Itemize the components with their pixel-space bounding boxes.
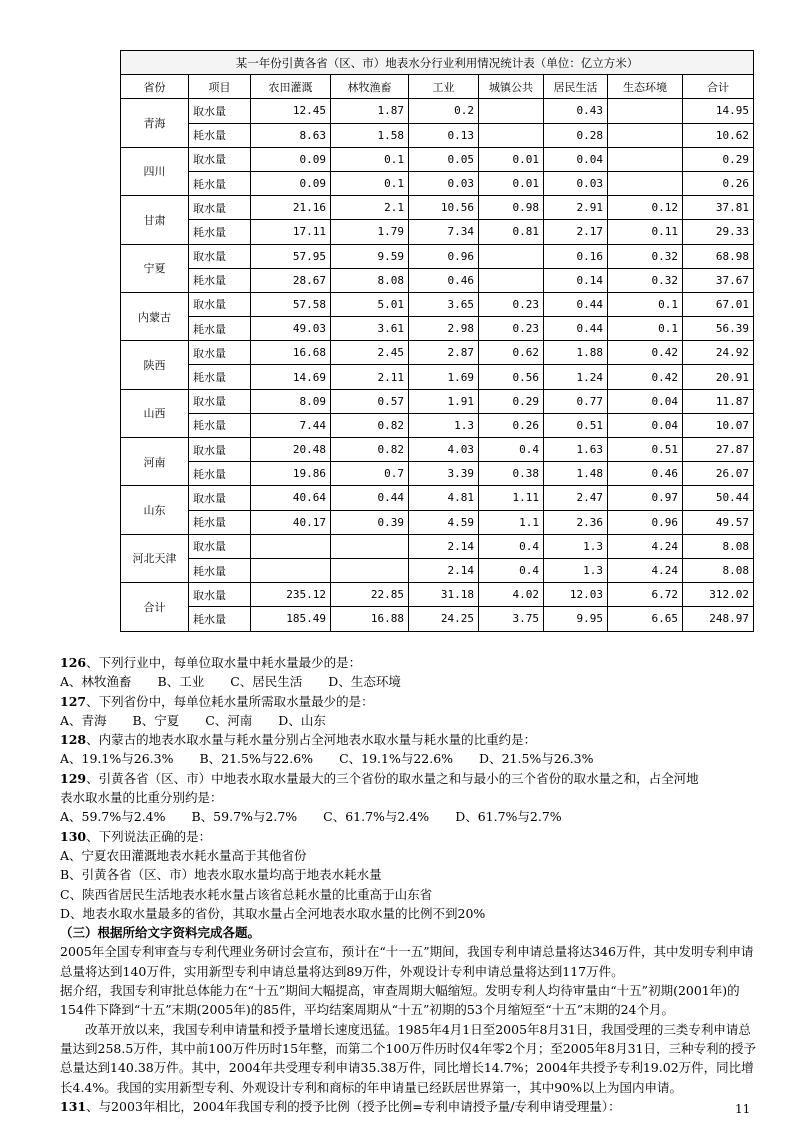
value-cell: 1.1 — [479, 510, 544, 534]
value-cell: 5.01 — [331, 292, 409, 316]
value-cell: 6.72 — [608, 583, 683, 607]
value-cell: 0.42 — [608, 365, 683, 389]
value-cell: 0.32 — [608, 244, 683, 268]
value-cell: 0.1 — [331, 171, 409, 195]
table-row — [121, 244, 754, 268]
value-cell: 0.38 — [479, 462, 544, 486]
option-c: C、61.7%与2.4% — [323, 809, 430, 825]
value-cell: 2.45 — [331, 341, 409, 365]
question-128: 128、内蒙古的地表水取水量与耗水量分别占全河地表水取水量与耗水量的比重约是： — [60, 732, 537, 748]
value-cell: 9.95 — [544, 607, 608, 631]
value-cell: 49.03 — [251, 317, 331, 341]
column-header: 项目 — [189, 75, 251, 99]
value-cell: 0.14 — [544, 268, 608, 292]
item-cell: 耗水量 — [189, 220, 251, 244]
table-row — [121, 607, 754, 631]
value-cell — [479, 268, 544, 292]
province-cell: 宁夏 — [121, 244, 189, 292]
value-cell: 2.91 — [544, 196, 608, 220]
value-cell: 8.09 — [251, 389, 331, 413]
column-header: 城镇公共 — [479, 75, 544, 99]
value-cell: 1.3 — [409, 413, 479, 437]
column-header: 农田灌溉 — [251, 75, 331, 99]
table-row — [121, 438, 754, 462]
value-cell: 12.45 — [251, 99, 331, 123]
column-header: 生态环境 — [608, 75, 683, 99]
column-header: 工业 — [409, 75, 479, 99]
value-cell: 1.88 — [544, 341, 608, 365]
table-row — [121, 486, 754, 510]
value-cell: 26.07 — [683, 462, 754, 486]
value-cell: 57.95 — [251, 244, 331, 268]
value-cell: 14.95 — [683, 99, 754, 123]
value-cell: 0.44 — [544, 292, 608, 316]
item-cell: 耗水量 — [189, 558, 251, 582]
question-129-options — [60, 807, 760, 826]
province-cell: 四川 — [121, 147, 189, 195]
value-cell: 3.65 — [409, 292, 479, 316]
question-130-option-c: C、陕西省居民生活地表水耗水量占该省总耗水量的比重高于山东省 — [60, 886, 433, 902]
value-cell: 235.12 — [251, 583, 331, 607]
value-cell: 1.69 — [409, 365, 479, 389]
item-cell: 耗水量 — [189, 413, 251, 437]
question-130-option-d: D、地表水取水量最多的省份，其取水量占全河地表水取水量的比例不到20% — [60, 905, 486, 921]
value-cell: 0.04 — [608, 389, 683, 413]
value-cell: 1.79 — [331, 220, 409, 244]
value-cell: 8.08 — [683, 534, 754, 558]
value-cell — [479, 244, 544, 268]
item-cell: 耗水量 — [189, 365, 251, 389]
value-cell: 57.58 — [251, 292, 331, 316]
value-cell: 0.98 — [479, 196, 544, 220]
table-row — [121, 171, 754, 195]
value-cell: 0.4 — [479, 558, 544, 582]
value-cell: 7.44 — [251, 413, 331, 437]
value-cell: 20.91 — [683, 365, 754, 389]
value-cell: 8.63 — [251, 123, 331, 147]
value-cell: 0.46 — [409, 268, 479, 292]
value-cell: 4.81 — [409, 486, 479, 510]
value-cell: 0.26 — [479, 413, 544, 437]
value-cell: 0.05 — [409, 147, 479, 171]
value-cell: 12.03 — [544, 583, 608, 607]
value-cell: 21.16 — [251, 196, 331, 220]
option-b: B、工业 — [157, 674, 205, 690]
value-cell: 0.4 — [479, 438, 544, 462]
item-cell: 取水量 — [189, 438, 251, 462]
value-cell: 0.1 — [331, 147, 409, 171]
item-cell: 耗水量 — [189, 607, 251, 631]
item-cell: 耗水量 — [189, 123, 251, 147]
item-cell: 耗水量 — [189, 268, 251, 292]
province-cell: 山东 — [121, 486, 189, 534]
table-row — [121, 99, 754, 123]
value-cell: 1.24 — [544, 365, 608, 389]
option-a: A、青海 — [60, 712, 107, 728]
option-d: D、生态环境 — [328, 674, 401, 690]
option-b: B、宁夏 — [132, 712, 180, 728]
value-cell: 40.17 — [251, 510, 331, 534]
item-cell: 取水量 — [189, 99, 251, 123]
value-cell: 0.28 — [544, 123, 608, 147]
value-cell: 0.03 — [409, 171, 479, 195]
value-cell: 4.02 — [479, 583, 544, 607]
table-row — [121, 583, 754, 607]
province-cell: 甘肃 — [121, 196, 189, 244]
value-cell: 1.91 — [409, 389, 479, 413]
value-cell: 2.17 — [544, 220, 608, 244]
value-cell: 0.96 — [409, 244, 479, 268]
value-cell: 0.23 — [479, 292, 544, 316]
value-cell: 1.87 — [331, 99, 409, 123]
value-cell: 1.3 — [544, 534, 608, 558]
item-cell: 耗水量 — [189, 462, 251, 486]
value-cell — [479, 123, 544, 147]
item-cell: 取水量 — [189, 196, 251, 220]
value-cell: 67.01 — [683, 292, 754, 316]
value-cell: 0.01 — [479, 171, 544, 195]
table-row — [121, 341, 754, 365]
item-cell: 取水量 — [189, 486, 251, 510]
value-cell — [251, 558, 331, 582]
value-cell: 2.98 — [409, 317, 479, 341]
option-c: C、河南 — [205, 712, 253, 728]
value-cell: 10.56 — [409, 196, 479, 220]
question-126-options — [60, 672, 760, 691]
item-cell: 取水量 — [189, 341, 251, 365]
item-cell: 耗水量 — [189, 510, 251, 534]
table-title: 某一年份引黄各省（区、市）地表水分行业利用情况统计表（单位：亿立方米） — [121, 51, 754, 75]
option-a: A、59.7%与2.4% — [60, 809, 166, 825]
value-cell: 37.81 — [683, 196, 754, 220]
value-cell: 24.25 — [409, 607, 479, 631]
water-usage-table — [120, 50, 754, 632]
value-cell: 31.18 — [409, 583, 479, 607]
value-cell: 0.57 — [331, 389, 409, 413]
value-cell: 1.3 — [544, 558, 608, 582]
value-cell: 0.2 — [409, 99, 479, 123]
value-cell: 4.03 — [409, 438, 479, 462]
paragraph-1: 2005年全国专利审查与专利代理业务研讨会宣布，预计在“十一五”期间，我国专利申请总量将达346万件，其中发明专利申请总量将达到140万件，实用新型专利申请总量将达到89万件，外观设计专利申请总量将达到117万件。 — [60, 944, 754, 979]
value-cell: 1.11 — [479, 486, 544, 510]
value-cell: 0.46 — [608, 462, 683, 486]
value-cell: 0.13 — [409, 123, 479, 147]
value-cell — [608, 99, 683, 123]
value-cell: 0.39 — [331, 510, 409, 534]
item-cell: 取水量 — [189, 389, 251, 413]
value-cell: 0.23 — [479, 317, 544, 341]
item-cell: 取水量 — [189, 534, 251, 558]
question-130-option-a: A、宁夏农田灌溉地表水耗水量高于其他省份 — [60, 847, 307, 863]
value-cell: 16.88 — [331, 607, 409, 631]
table-row — [121, 292, 754, 316]
value-cell: 2.14 — [409, 558, 479, 582]
column-header: 合计 — [683, 75, 754, 99]
value-cell: 2.87 — [409, 341, 479, 365]
value-cell: 0.03 — [544, 171, 608, 195]
province-cell: 河北天津 — [121, 534, 189, 582]
value-cell — [479, 99, 544, 123]
value-cell: 40.64 — [251, 486, 331, 510]
value-cell: 10.62 — [683, 123, 754, 147]
value-cell: 0.01 — [479, 147, 544, 171]
table-row — [121, 413, 754, 437]
value-cell: 10.07 — [683, 413, 754, 437]
value-cell — [251, 534, 331, 558]
value-cell: 0.44 — [544, 317, 608, 341]
table-row — [121, 196, 754, 220]
value-cell: 0.29 — [683, 147, 754, 171]
value-cell: 7.34 — [409, 220, 479, 244]
value-cell: 14.69 — [251, 365, 331, 389]
value-cell: 9.59 — [331, 244, 409, 268]
province-cell: 合计 — [121, 583, 189, 631]
value-cell — [608, 123, 683, 147]
value-cell: 4.24 — [608, 534, 683, 558]
province-cell: 山西 — [121, 389, 189, 437]
value-cell: 17.11 — [251, 220, 331, 244]
option-d: D、山东 — [278, 712, 326, 728]
value-cell: 2.36 — [544, 510, 608, 534]
value-cell: 0.43 — [544, 99, 608, 123]
column-header: 省份 — [121, 75, 189, 99]
value-cell: 68.98 — [683, 244, 754, 268]
option-a: A、19.1%与26.3% — [60, 751, 174, 767]
table-row — [121, 462, 754, 486]
value-cell: 1.48 — [544, 462, 608, 486]
value-cell: 3.39 — [409, 462, 479, 486]
option-b: B、21.5%与22.6% — [199, 751, 314, 767]
item-cell: 耗水量 — [189, 317, 251, 341]
value-cell: 56.39 — [683, 317, 754, 341]
value-cell: 248.97 — [683, 607, 754, 631]
value-cell: 2.11 — [331, 365, 409, 389]
column-header: 林牧渔畜 — [331, 75, 409, 99]
value-cell: 50.44 — [683, 486, 754, 510]
table-row — [121, 558, 754, 582]
column-header: 居民生活 — [544, 75, 608, 99]
value-cell: 0.29 — [479, 389, 544, 413]
value-cell: 0.09 — [251, 147, 331, 171]
value-cell: 0.42 — [608, 341, 683, 365]
value-cell: 0.4 — [479, 534, 544, 558]
value-cell: 185.49 — [251, 607, 331, 631]
value-cell: 312.02 — [683, 583, 754, 607]
value-cell: 0.77 — [544, 389, 608, 413]
table-title-row — [121, 51, 754, 75]
value-cell: 3.75 — [479, 607, 544, 631]
value-cell: 2.47 — [544, 486, 608, 510]
value-cell: 0.11 — [608, 220, 683, 244]
value-cell: 0.96 — [608, 510, 683, 534]
table-row — [121, 317, 754, 341]
question-130-option-b: B、引黄各省（区、市）地表水取水量均高于地表水耗水量 — [60, 867, 382, 883]
value-cell — [608, 147, 683, 171]
item-cell: 取水量 — [189, 292, 251, 316]
value-cell: 8.08 — [331, 268, 409, 292]
value-cell: 20.48 — [251, 438, 331, 462]
item-cell: 耗水量 — [189, 171, 251, 195]
value-cell: 6.65 — [608, 607, 683, 631]
page-number: 11 — [735, 1102, 751, 1116]
table-row — [121, 220, 754, 244]
value-cell: 0.82 — [331, 438, 409, 462]
table-row — [121, 147, 754, 171]
value-cell: 0.81 — [479, 220, 544, 244]
value-cell: 2.1 — [331, 196, 409, 220]
statistics-table-container — [120, 50, 753, 632]
table-row — [121, 510, 754, 534]
item-cell: 取水量 — [189, 244, 251, 268]
question-126: 126、下列行业中，每单位取水量中耗水量最少的是： — [60, 655, 362, 670]
value-cell: 1.58 — [331, 123, 409, 147]
table-row — [121, 534, 754, 558]
question-128-options — [60, 749, 760, 768]
value-cell: 0.1 — [608, 292, 683, 316]
value-cell: 0.1 — [608, 317, 683, 341]
option-d: D、61.7%与2.7% — [455, 809, 562, 825]
question-127-options — [60, 711, 760, 730]
value-cell: 27.87 — [683, 438, 754, 462]
value-cell: 11.87 — [683, 389, 754, 413]
option-d: D、21.5%与26.3% — [479, 751, 594, 767]
value-cell: 0.16 — [544, 244, 608, 268]
option-a: A、林牧渔畜 — [60, 674, 132, 690]
value-cell: 24.92 — [683, 341, 754, 365]
paragraph-3: 改革开放以来，我国专利申请量和授予量增长速度迅猛。1985年4月1日至2005年8月31日，我国受理的三类专利申请总量达到258.5万件，其中前100万件历时15年整，而第二个100万件历时仅4年零2个月；至2005年8月31日，三种专利的授予总量达到140.38万件。其中，2004年共受理专利申请35.38万件，同比增长14.7%；2004年共授予专利19.02万件，同比增长4.4%。我国的实用新型专利、外观设计专利和商标的年申请量已经跃居世界第一，其中90%以上为国内申请。 — [60, 1021, 756, 1095]
table-row — [121, 123, 754, 147]
value-cell: 1.63 — [544, 438, 608, 462]
value-cell: 0.12 — [608, 196, 683, 220]
value-cell: 0.26 — [683, 171, 754, 195]
question-131: 131、与2003年相比，2004年我国专利的授予比例（授予比例=专利申请授予量/专利申请受理量）： — [60, 1098, 621, 1114]
question-127: 127、下列省份中，每单位耗水量所需取水量最少的是： — [60, 693, 374, 709]
province-cell: 青海 — [121, 99, 189, 147]
item-cell: 取水量 — [189, 147, 251, 171]
value-cell — [331, 534, 409, 558]
province-cell: 河南 — [121, 438, 189, 486]
province-cell: 内蒙古 — [121, 292, 189, 340]
table-row — [121, 365, 754, 389]
value-cell: 0.32 — [608, 268, 683, 292]
value-cell: 0.62 — [479, 341, 544, 365]
table-row — [121, 268, 754, 292]
value-cell: 0.51 — [608, 438, 683, 462]
value-cell: 37.67 — [683, 268, 754, 292]
value-cell: 3.61 — [331, 317, 409, 341]
value-cell: 22.85 — [331, 583, 409, 607]
value-cell: 0.56 — [479, 365, 544, 389]
table-header-row — [121, 75, 754, 99]
value-cell: 28.67 — [251, 268, 331, 292]
value-cell: 4.59 — [409, 510, 479, 534]
value-cell: 0.44 — [331, 486, 409, 510]
value-cell: 0.09 — [251, 171, 331, 195]
value-cell: 0.04 — [608, 413, 683, 437]
value-cell: 0.7 — [331, 462, 409, 486]
value-cell: 4.24 — [608, 558, 683, 582]
province-cell: 陕西 — [121, 341, 189, 389]
paragraph-2: 据介绍，我国专利审批总体能力在“十五”期间大幅提高，审查周期大幅缩短。发明专利人均待审量由“十五”初期(2001年)的154件下降到“十五”末期(2005年)的85件，平均结案周期从“十五”初期的53个月缩短至“十五”末期的24个月。 — [60, 983, 740, 1018]
section-heading: （三）根据所给文字资料完成各题。 — [60, 925, 261, 941]
question-130: 130、下列说法正确的是： — [60, 828, 212, 844]
question-129: 129、引黄各省（区、市）中地表水取水量最大的三个省份的取水量之和与最小的三个省份的取水量之和，占全河地 表水取水量的比重分别约是： — [60, 770, 699, 806]
value-cell: 0.97 — [608, 486, 683, 510]
questions-text — [60, 653, 760, 1116]
value-cell: 49.57 — [683, 510, 754, 534]
table-row — [121, 389, 754, 413]
item-cell: 取水量 — [189, 583, 251, 607]
value-cell: 0.51 — [544, 413, 608, 437]
value-cell — [608, 171, 683, 195]
value-cell: 16.68 — [251, 341, 331, 365]
value-cell: 0.04 — [544, 147, 608, 171]
value-cell — [331, 558, 409, 582]
value-cell: 8.08 — [683, 558, 754, 582]
option-b: B、59.7%与2.7% — [191, 809, 298, 825]
value-cell: 0.82 — [331, 413, 409, 437]
value-cell: 29.33 — [683, 220, 754, 244]
value-cell: 2.14 — [409, 534, 479, 558]
option-c: C、19.1%与22.6% — [339, 751, 454, 767]
option-c: C、居民生活 — [230, 674, 303, 690]
value-cell: 19.86 — [251, 462, 331, 486]
